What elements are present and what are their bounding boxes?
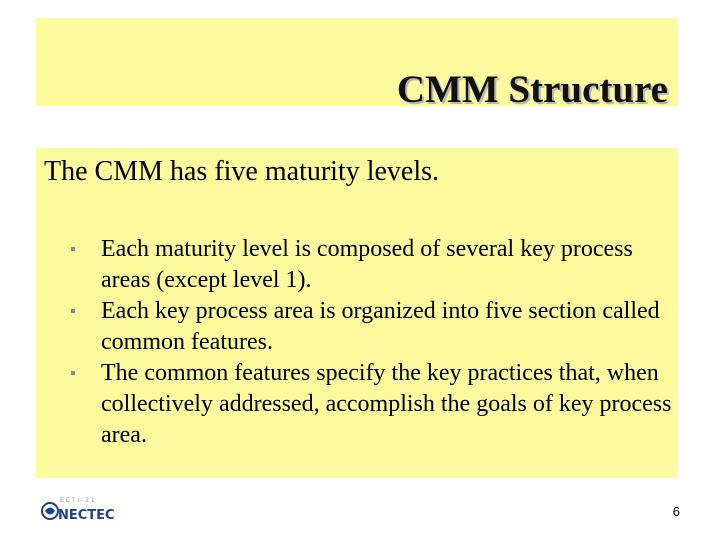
list-item <box>64 234 672 296</box>
square-bullet-icon: ▪ <box>70 303 76 320</box>
square-bullet-icon: ▪ <box>70 365 76 382</box>
page-number: 6 <box>672 504 680 519</box>
logo-subtext: E C T I - 2 1 <box>60 497 95 504</box>
list-item <box>64 358 672 451</box>
bullet-list <box>64 234 672 451</box>
bullet-text: Each key process area is organized into five section called common features. <box>101 298 660 355</box>
list-item <box>64 296 672 358</box>
bullet-text: The common features specify the key practices that, when collectively addressed, accomplish the goals of key process area. <box>101 360 672 448</box>
logo-text: NECTEC <box>58 508 115 523</box>
bullet-text: Each maturity level is composed of several key process areas (except level 1). <box>101 236 633 293</box>
slide-title: CMM Structure <box>396 68 668 111</box>
lead-text: The CMM has five maturity levels. <box>44 156 440 187</box>
title-panel <box>36 18 678 111</box>
content-panel <box>36 148 678 478</box>
nectec-logo-icon <box>40 494 115 524</box>
square-bullet-icon: ▪ <box>70 241 76 258</box>
